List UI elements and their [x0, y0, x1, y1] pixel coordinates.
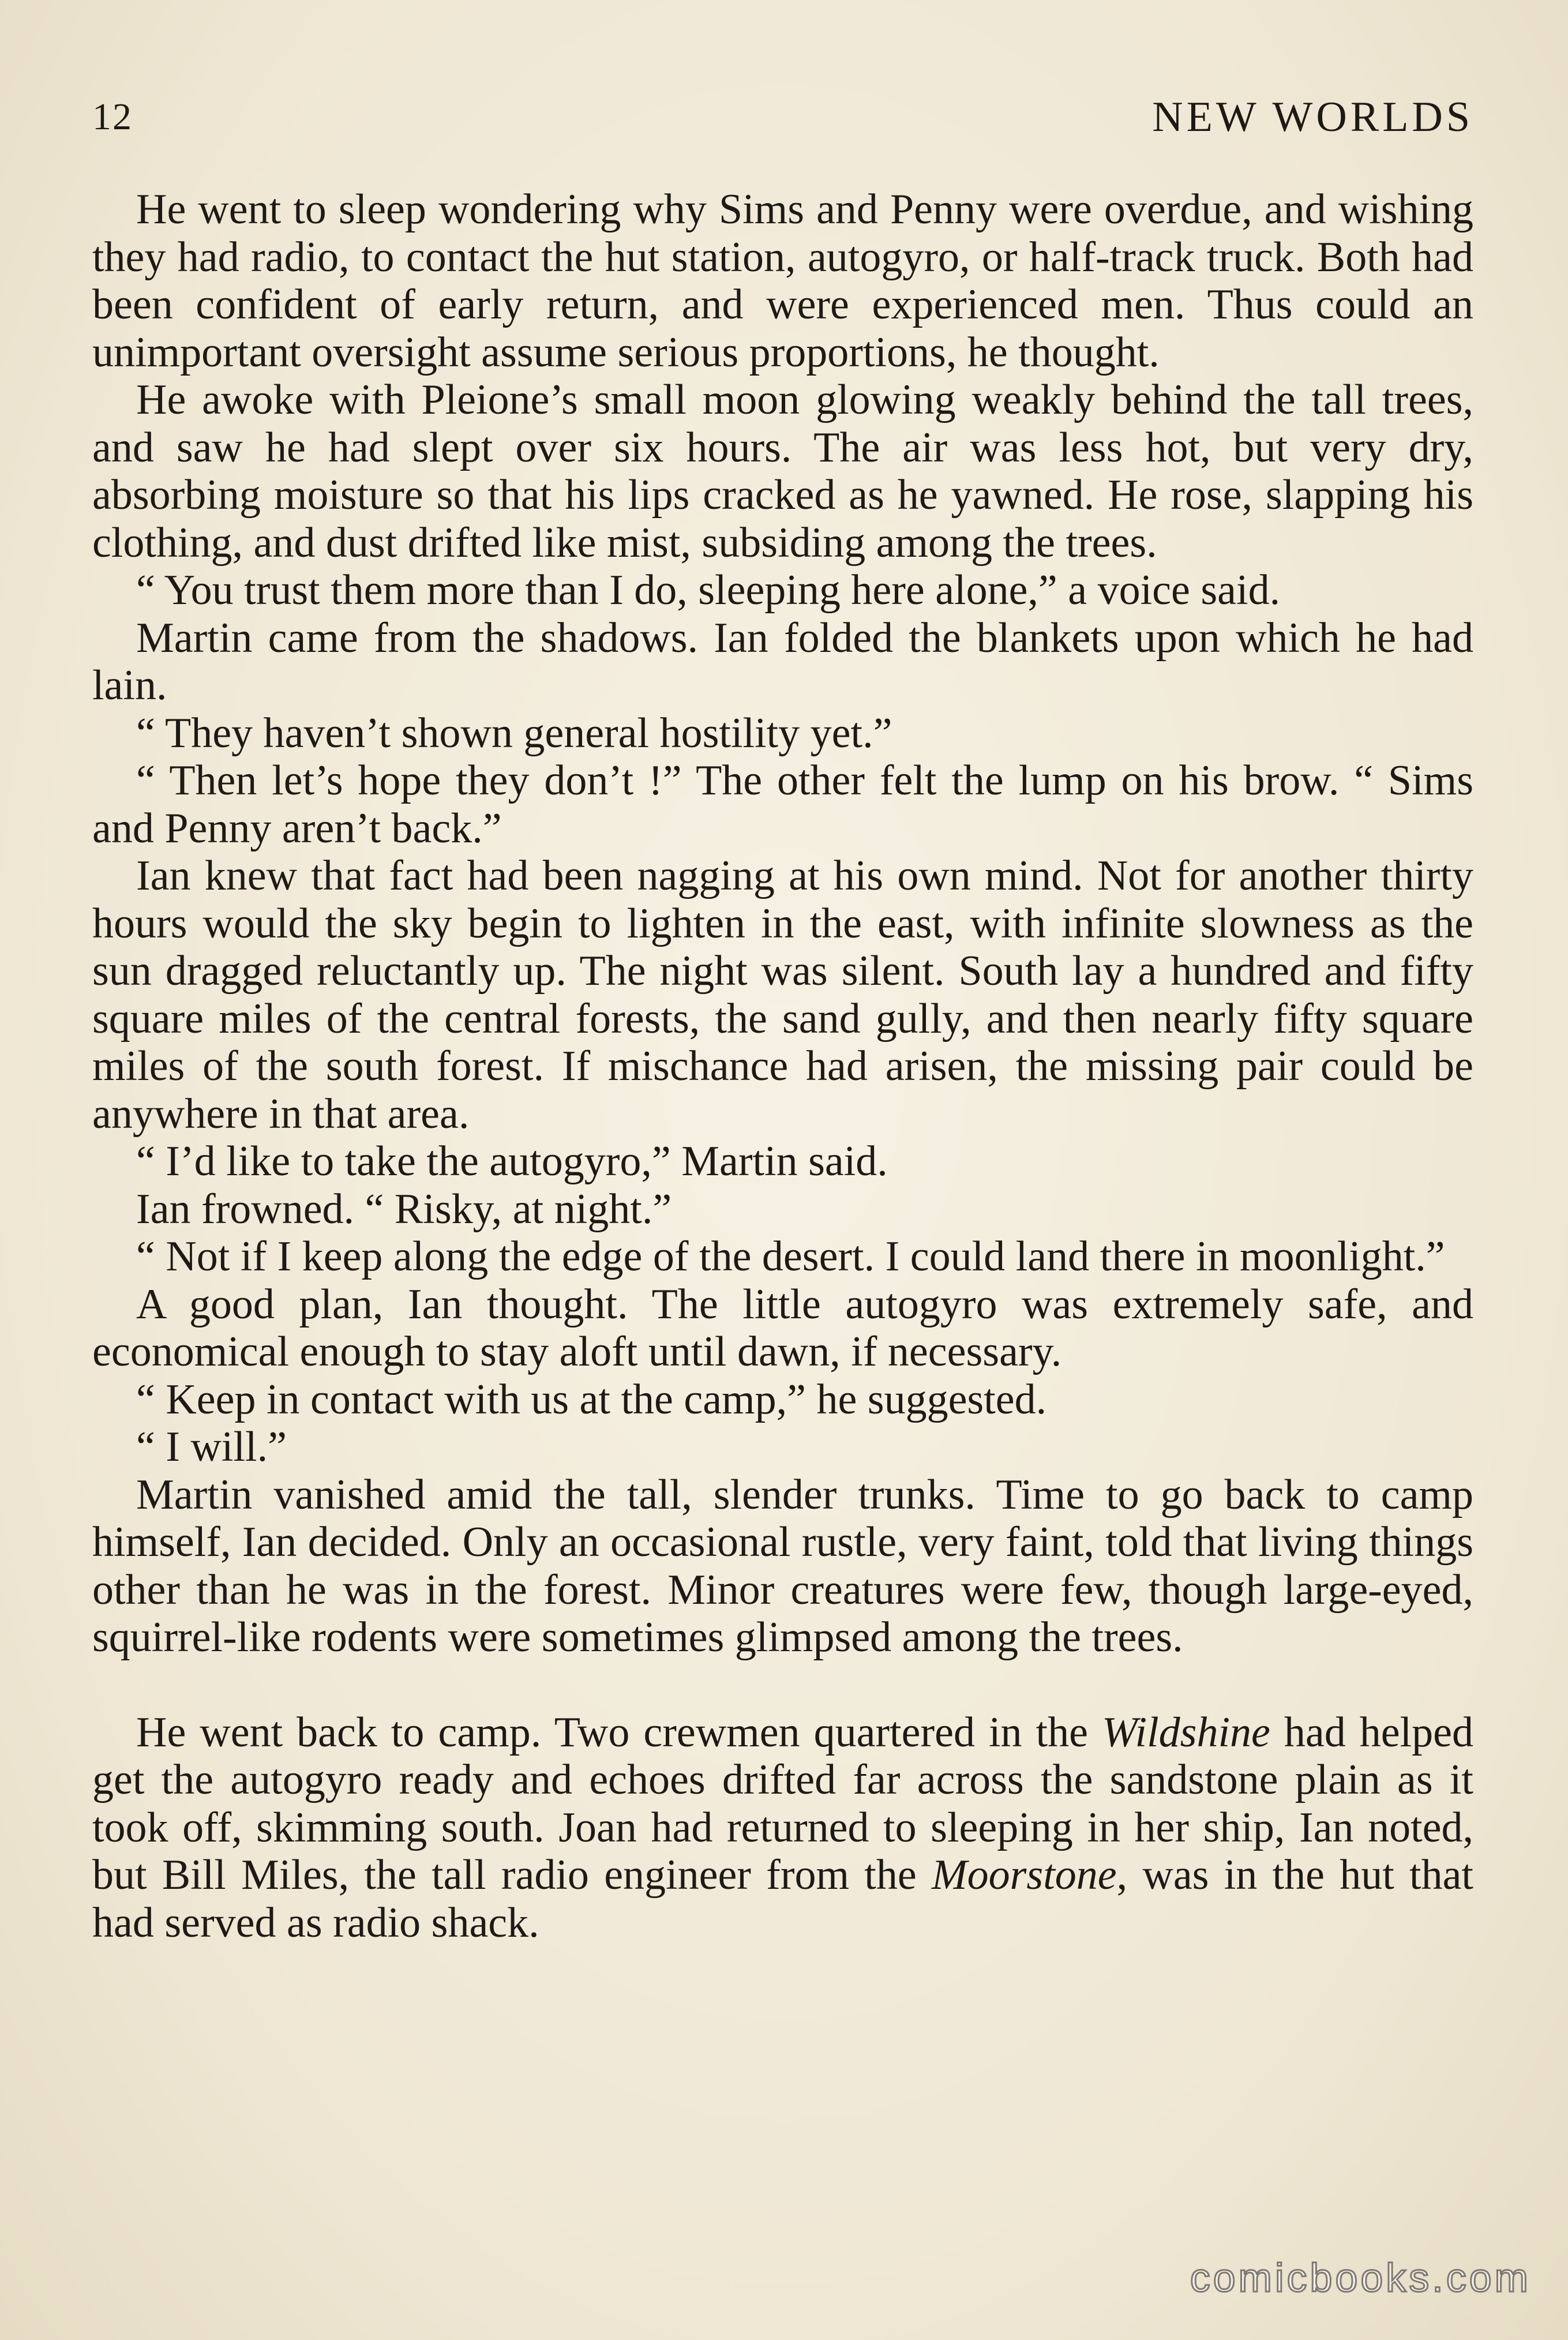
paragraph: “ I’d like to take the autogyro,” Martin said. — [136, 1138, 888, 1185]
paragraph: “ Then let’s hope they don’t !” The other felt the lump on his brow. “ Sims and Penny aren’t back.” — [92, 757, 1473, 852]
body-text — [92, 186, 1473, 1947]
text-run: He went back to camp. Two crewmen quartered in the — [136, 1708, 1102, 1756]
paragraph-section-break — [92, 1709, 1473, 1947]
paragraph: Martin vanished amid the tall, slender trunks. Time to go back to camp himself, Ian decided. Only an occasional rustle, very faint, told that living things other than he was in the forest. Minor creatures were few, though large-eyed, squirrel-like rodents were sometimes glimpsed among the trees. — [92, 1471, 1473, 1661]
paragraph: “ They haven’t shown general hostility yet.” — [136, 709, 892, 757]
page-number: 12 — [92, 96, 133, 138]
paragraph: “ Keep in contact with us at the camp,” he suggested. — [136, 1375, 1047, 1423]
paragraph: “ You trust them more than I do, sleeping here alone,” a voice said. — [136, 567, 1281, 614]
text-run: , was in the hut that had served as radio shack. — [92, 1851, 1473, 1947]
ship-name-moorstone: Moorstone — [931, 1851, 1117, 1899]
paragraph: He went to sleep wondering why Sims and Penny were overdue, and wishing they had radio, to contact the hut station, autogyro, or half-track truck. Both had been confident of early return, and were experienced men. Thus could an unimportant oversight assume serious proportions, he thought. — [92, 186, 1473, 376]
watermark: comicbooks.com — [1190, 2255, 1531, 2300]
page-header — [92, 85, 1473, 149]
paragraph: Ian knew that fact had been nagging at his own mind. Not for another thirty hours would the sky begin to lighten in the east, with infinite slowness as the sun dragged reluctantly up. The night was silent. South lay a hundred and fifty square miles of the central forests, the sand gully, and then nearly fifty square miles of the south forest. If mischance had arisen, the missing pair could be anywhere in that area. — [92, 852, 1473, 1138]
paragraph: Martin came from the shadows. Ian folded the blankets upon which he had lain. — [92, 614, 1473, 709]
ship-name-wildshine: Wildshine — [1101, 1708, 1270, 1756]
paragraph: Ian frowned. “ Risky, at night.” — [136, 1185, 672, 1233]
paragraph: “ Not if I keep along the edge of the desert. I could land there in moonlight.” — [136, 1233, 1445, 1280]
text-run: had helped get the autogyro ready and echoes drifted far across the sandstone plain as it took off, skimming south. Joan had returned to sleeping in her ship, Ian noted, but Bill Miles, the tall radio engineer from the — [92, 1708, 1473, 1899]
paragraph: A good plan, Ian thought. The little autogyro was extremely safe, and economical enough to stay aloft until dawn, if necessary. — [92, 1280, 1473, 1375]
paragraph: “ I will.” — [136, 1423, 287, 1471]
paragraph: He awoke with Pleione’s small moon glowing weakly behind the tall trees, and saw he had slept over six hours. The air was less hot, but very dry, absorbing moisture so that his lips cracked as he yawned. He rose, slapping his clothing, and dust drifted like mist, subsiding among the trees. — [92, 376, 1473, 567]
running-head: NEW WORLDS — [1152, 93, 1473, 141]
